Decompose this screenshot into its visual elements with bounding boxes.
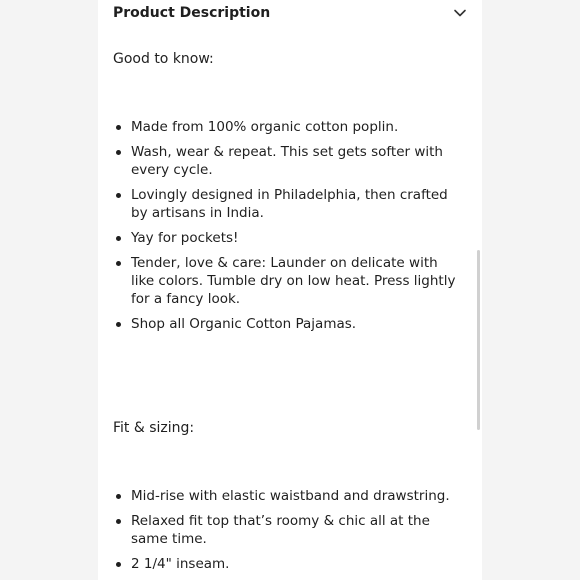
background-left: [0, 0, 98, 580]
list-item: Made from 100% organic cotton poplin.: [113, 118, 463, 136]
scrollbar[interactable]: [477, 250, 480, 430]
list-item: Tender, love & care: Launder on delicate with like colors. Tumble dry on low heat. Press lightly for a fancy look.: [113, 254, 463, 308]
list-item: Wash, wear & repeat. This set gets softer with every cycle.: [113, 143, 463, 179]
list-item: Lovingly designed in Philadelphia, then crafted by artisans in India.: [113, 186, 463, 222]
section-title: Product Description: [113, 5, 271, 21]
chevron-down-icon[interactable]: [453, 6, 467, 20]
list-item: Yay for pockets!: [113, 229, 463, 247]
good-to-know-heading: Good to know:: [113, 51, 214, 67]
fit-sizing-heading: Fit & sizing:: [113, 420, 195, 436]
background-right: [482, 0, 580, 580]
list-item: 2 1/4" inseam.: [113, 555, 463, 573]
list-item: Mid-rise with elastic waistband and drawstring.: [113, 487, 463, 505]
fit-sizing-list: [113, 487, 463, 580]
product-description-header[interactable]: [113, 2, 467, 24]
list-item: Relaxed fit top that’s roomy & chic all at the same time.: [113, 512, 463, 548]
list-item-link[interactable]: Shop all Organic Cotton Pajamas.: [113, 315, 463, 333]
good-to-know-list: [113, 118, 463, 340]
product-description-panel: [98, 0, 482, 580]
